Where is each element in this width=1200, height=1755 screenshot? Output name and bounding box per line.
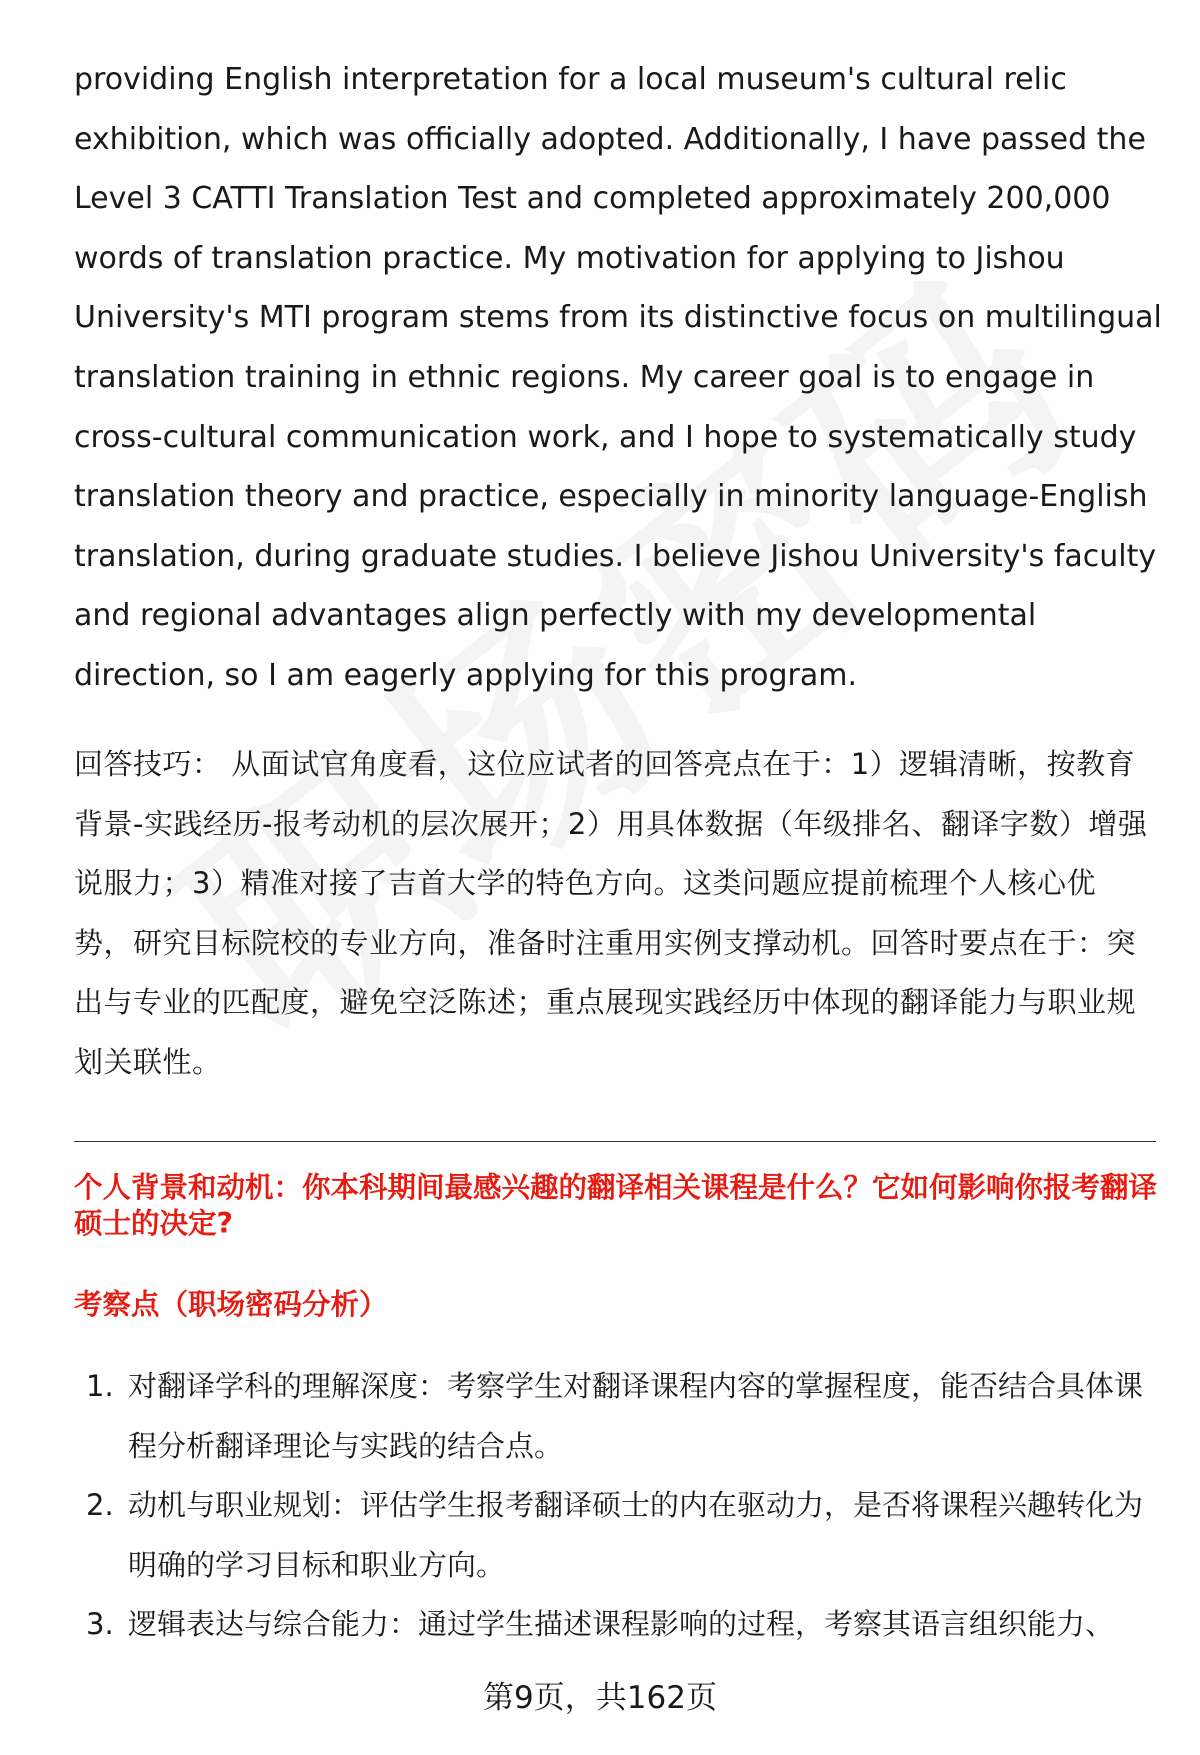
list-item-text: 逻辑表达与综合能力：通过学生描述课程影响的过程，考察其语言组织能力、 — [128, 1607, 1115, 1642]
answer-tips-paragraph: 回答技巧： 从面试官角度看，这位应试者的回答亮点在于：1）逻辑清晰，按教育背景-实践经历-报考动机的层次展开；2）用具体数据（年级排名、翻译字数）增强说服力；3）精准对接了吉首大学的特色方向。这类问题应提前梳理个人核心优势，研究目标院校的专业方向，准备时注重用实例支撑动机。回答时要点在于：突出与专业的匹配度，避免空泛陈述；重点展现实践经历中体现的翻译能力与职业规划关联性。 — [74, 747, 1148, 1079]
list-item — [74, 1595, 1154, 1655]
list-item — [74, 1357, 1154, 1476]
section-divider — [74, 1141, 1156, 1142]
list-item — [74, 1476, 1154, 1595]
list-item-text: 对翻译学科的理解深度：考察学生对翻译课程内容的掌握程度，能否结合具体课程分析翻译理论与实践的结合点。 — [128, 1369, 1144, 1463]
list-item-number: 2. — [86, 1488, 114, 1523]
answer-paragraph-english: providing English interpretation for a local museum's cultural relic exhibition, which was officially adopted. Additionally, I have passed the Level 3 CATTI Translation Test and completed approximately 200,000 words of translation practice. My motivation for applying to Jishou University's MTI program stems from its distinctive focus on multilingual translation training in ethnic regions. My career goal is to engage in cross-cultural communication work, and I hope to systematically study translation theory and practice, especially in minority language-English translation, during graduate studies. I believe Jishou University's faculty and regional advantages align perfectly with my developmental direction, so I am eagerly applying for this program. — [74, 62, 1162, 693]
assessment-heading: 考察点（职场密码分析） — [74, 1288, 388, 1321]
list-item-text: 动机与职业规划：评估学生报考翻译硕士的内在驱动力，是否将课程兴趣转化为明确的学习目标和职业方向。 — [128, 1488, 1144, 1582]
question-heading: 个人背景和动机：你本科期间最感兴趣的翻译相关课程是什么？它如何影响你报考翻译硕士的决定? — [74, 1171, 1158, 1240]
page-number-footer: 第9页，共162页 — [483, 1680, 717, 1716]
assessment-points-list — [74, 1357, 1154, 1655]
list-item-number: 3. — [86, 1607, 114, 1642]
list-item-number: 1. — [86, 1369, 114, 1403]
